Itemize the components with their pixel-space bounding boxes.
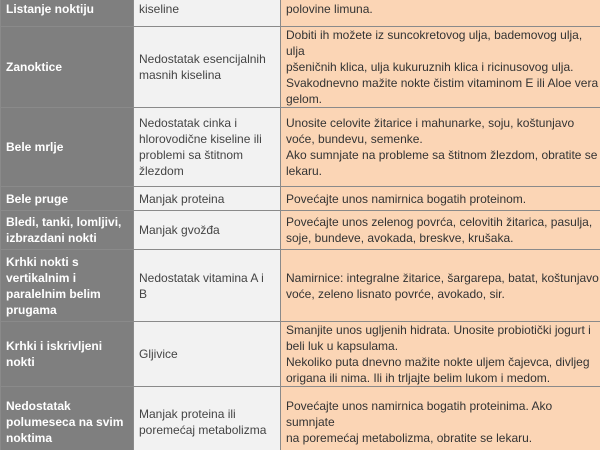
- cause-cell-line: Manjak proteina ili: [139, 407, 236, 421]
- problem-cell-line: Bledi, tanki, lomljivi,: [6, 215, 122, 229]
- table-row: [1, 0, 600, 27]
- problem-cell: [1, 27, 134, 108]
- advice-cell-line: voće, bundevu, semenke.: [286, 132, 423, 146]
- problem-cell-line: izbrazdani nokti: [6, 231, 97, 245]
- advice-cell-line: Povećajte unos namirnica bogatih proteinom.: [286, 191, 527, 206]
- problem-cell-line: Zanoktice: [6, 60, 63, 74]
- cause-cell-line: žlezdom: [139, 164, 184, 178]
- advice-cell-line: voće, zeleno lisnato povrće, avokado, sir.: [286, 286, 505, 301]
- advice-cell-line: Svakodnevno mažite nokte čistim vitaminom E ili Aloe vera: [286, 76, 599, 90]
- advice-cell-line: Ako sumnjate na probleme sa štitnom žlezdom, obratite se: [286, 148, 598, 162]
- problem-cell: [1, 0, 134, 27]
- problem-cell-line: Bele pruge: [6, 191, 69, 206]
- problem-cell-line: polumeseca na svim: [6, 415, 124, 429]
- cause-cell-line: Manjak proteina: [139, 191, 225, 206]
- problem-cell-line: paralelnim belim: [6, 286, 101, 301]
- table-body: [1, 0, 600, 450]
- advice-cell: [281, 27, 600, 108]
- advice-cell-line: Unosite celovite žitarice i mahunarke, soju, koštunjavo: [286, 116, 575, 130]
- advice-cell: [281, 322, 600, 387]
- advice-cell: [281, 0, 600, 27]
- advice-cell-line: Povećajte unos namirnica bogatih proteinima. Ako sumnjate: [286, 399, 553, 429]
- cause-cell-line: masnih kiselina: [139, 68, 222, 82]
- cause-cell: [134, 211, 281, 250]
- cause-cell-line: Manjak gvožđa: [139, 223, 220, 237]
- table-row: [1, 387, 600, 450]
- problem-cell-line: prugama: [6, 302, 57, 317]
- advice-cell: [281, 250, 600, 322]
- table-row: [1, 27, 600, 108]
- advice-cell-line: Nekoliko puta dnevno mažite nokte uljem čajevca, divljeg: [286, 355, 590, 369]
- problem-cell-line: vertikalnim i: [6, 270, 77, 285]
- advice-cell-line: polovine limuna.: [286, 1, 373, 16]
- table-row: [1, 108, 600, 187]
- advice-cell: [281, 211, 600, 250]
- cause-cell-line: kiseline: [139, 1, 180, 16]
- table-row: [1, 187, 600, 211]
- problem-cell-line: Nedostatak: [6, 399, 71, 413]
- cause-cell: [134, 108, 281, 187]
- cause-cell: [134, 322, 281, 387]
- advice-cell-line: Smanjite unos ugljenih hidrata. Unosite probiotički jogurt i: [286, 323, 591, 337]
- cause-cell-line: Nedostatak vitamina A i B: [139, 270, 264, 301]
- problem-cell-line: Krhki i iskrivljeni: [6, 339, 103, 353]
- problem-cell: [1, 108, 134, 187]
- advice-cell-line: beli luk u kapsulama.: [286, 339, 399, 353]
- advice-cell-line: pšeničnih klica, ulja kukuruznih klica i ricinusovog ulja.: [286, 60, 574, 74]
- problem-cell-line: Krhki nokti s: [6, 254, 79, 269]
- table-row: [1, 211, 600, 250]
- advice-cell: [281, 387, 600, 450]
- problem-cell-line: nokti: [6, 355, 35, 369]
- advice-cell: [281, 108, 600, 187]
- advice-cell-line: Dobiti ih možete iz suncokretovog ulja, bademovog ulja, ulja: [286, 28, 583, 58]
- table-row: [1, 250, 600, 322]
- cause-cell-line: Gljivice: [139, 347, 178, 361]
- problem-cell: [1, 387, 134, 450]
- cause-cell-line: hlorovodične kiseline ili: [139, 132, 262, 146]
- cause-cell: [134, 0, 281, 27]
- advice-cell-line: na poremećaj metabolizma, obratite se lekaru.: [286, 431, 533, 445]
- problem-cell-line: Bele mrlje: [6, 140, 64, 154]
- cause-cell: [134, 387, 281, 450]
- advice-cell-line: origana ili nima. Ili ih trljajte belim lukom i medom.: [286, 371, 551, 385]
- problem-cell: [1, 322, 134, 387]
- problem-cell-line: noktima: [6, 431, 53, 445]
- advice-cell-line: Namirnice: integralne žitarice, šargarepa, batat, koštunjavo: [286, 270, 599, 285]
- cause-cell-line: Nedostatak cinka i: [139, 116, 238, 130]
- advice-cell-line: lekaru.: [286, 164, 323, 178]
- cause-cell: [134, 27, 281, 108]
- problem-cell: [1, 250, 134, 322]
- advice-cell-line: Povećajte unos zelenog povrća, celovitih žitarica, pasulja,: [286, 215, 593, 229]
- cause-cell-line: poremećaj metabolizma: [139, 423, 267, 437]
- advice-cell-line: gelom.: [286, 92, 323, 106]
- advice-cell-line: soje, bundeve, avokada, breskve, krušaka.: [286, 231, 514, 245]
- table-row: [1, 322, 600, 387]
- problem-cell: [1, 187, 134, 211]
- cause-cell-line: problemi sa štitnom: [139, 148, 244, 162]
- cause-cell-line: Nedostatak esencijalnih: [139, 52, 266, 66]
- problem-cell: [1, 211, 134, 250]
- cause-cell: [134, 187, 281, 211]
- cause-cell: [134, 250, 281, 322]
- problem-cell-line: Listanje noktiju: [6, 1, 95, 16]
- advice-cell: [281, 187, 600, 211]
